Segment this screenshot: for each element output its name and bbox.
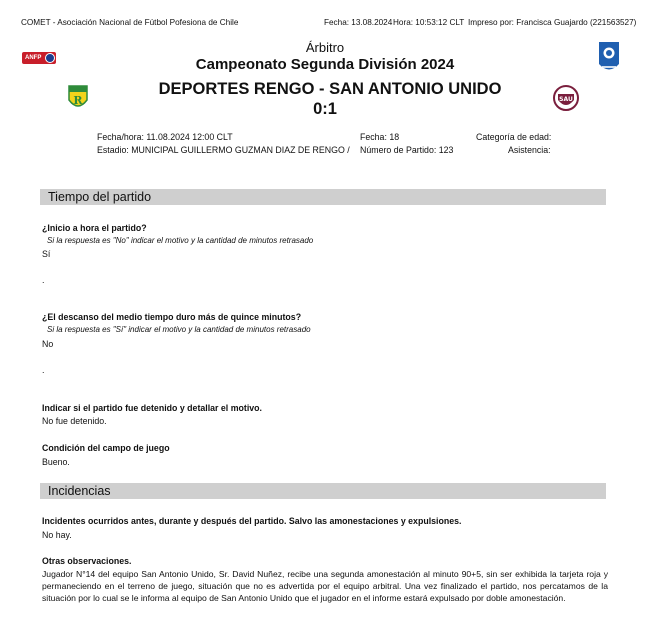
question-stopped: Indicar si el partido fue detenido y detallar el motivo. [42,403,262,413]
header-fecha: Fecha: 13.08.2024 [324,18,393,27]
match-score: 0:1 [313,100,337,118]
competition-title: Campeonato Segunda División 2024 [195,56,455,73]
question-field-condition: Condición del campo de juego [42,443,170,453]
attendance: Asistencia: [508,145,551,155]
question-start-time: ¿Inicio a hora el partido? [42,223,147,233]
answer-start-time-note: . [42,275,45,285]
answer-stopped: No fue detenido. [42,416,107,426]
match-datetime: Fecha/hora: 11.08.2024 12:00 CLT [97,132,233,142]
age-category: Categoría de edad: [476,132,552,142]
section-incidencias-title: Incidencias [48,484,111,498]
anfp-logo-text: ANFP [25,55,42,61]
section-tiempo-title: Tiempo del partido [48,190,152,204]
answer-start-time: Sí [42,249,51,259]
away-crest-letters: SAU [559,96,573,103]
header-hora: Hora: 10:53:12 CLT [393,18,465,27]
home-crest-letter: R [73,94,83,107]
header-impreso: Impreso por: Francisca Guajardo (221563527) [468,18,637,27]
question-halftime: ¿El descanso del medio tiempo duro más de quince minutos? [42,312,302,322]
question-start-time-hint: Si la respuesta es "No" indicar el motivo y la cantidad de minutos retrasado [47,236,314,245]
match-stadium: Estadio: MUNICIPAL GUILLERMO GUZMAN DIAZ DE RENGO / [97,145,350,155]
away-team-crest-icon [552,84,580,112]
answer-observations: Jugador N°14 del equipo San Antonio Unido, Sr. David Nuñez, recibe una segunda amonestación al minuto 90+5, sin ser exhibida la tarjeta roja y permaneciendo en el terreno de juego, situación que no es advertida por el equipo arbitral. Una vez finalizado el partido, nos percatamos de la situación por lo cual se le informa al equipo de San Antonio Unido que el jugador en el informe estará expulsado por doble amonestación. [42,569,608,603]
answer-halftime-note: . [42,365,45,375]
question-incidents: Incidentes ocurridos antes, durante y después del partido. Salvo las amonestaciones y expulsiones. [42,516,462,526]
header-org: COMET - Asociación Nacional de Fútbol Pofesiona de Chile [21,18,239,27]
report-role: Árbitro [305,40,345,55]
answer-incidents: No hay. [42,530,72,540]
answer-halftime: No [42,339,54,349]
match-teams: DEPORTES RENGO - SAN ANTONIO UNIDO [158,80,502,98]
match-round: Fecha: 18 [360,132,400,142]
question-observations: Otras observaciones. [42,556,132,566]
home-team-crest-icon [67,84,89,112]
section-tiempo-header [40,189,606,205]
question-halftime-hint: Si la respuesta es "Sí" indicar el motivo y la cantidad de minutos retrasado [47,325,311,334]
answer-field-condition: Bueno. [42,457,70,467]
section-incidencias-header [40,483,606,499]
match-number: Número de Partido: 123 [360,145,454,155]
